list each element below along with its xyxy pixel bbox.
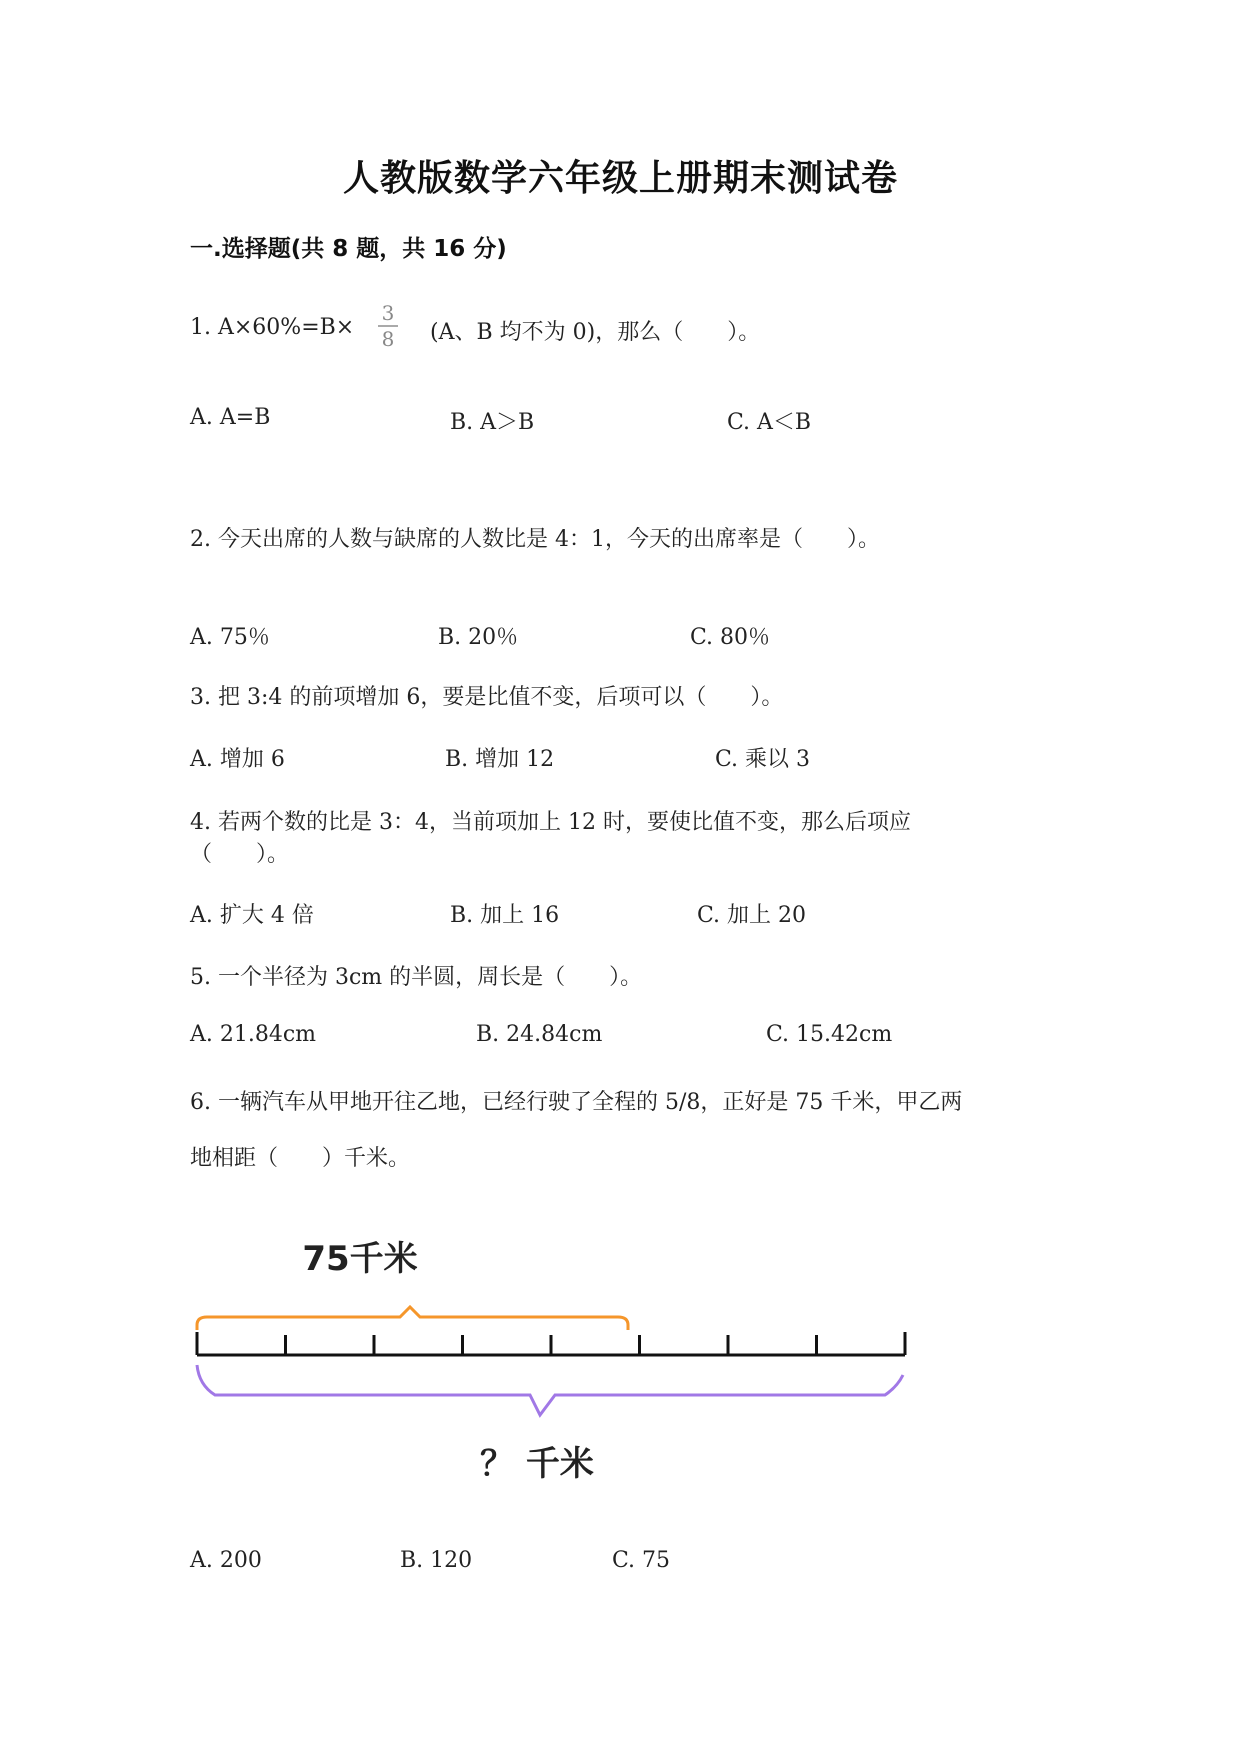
section-heading: 一.选择题(共 8 题，共 16 分) [190,236,507,262]
question-2-stem: 2. 今天出席的人数与缺席的人数比是 4：1，今天的出席率是（ ）。 [190,527,880,552]
fraction-3-8 [378,302,398,350]
segment-diagram [185,1235,925,1500]
question-1-option-b[interactable]: B. A＞B [450,410,535,435]
question-6-stem-line1: 6. 一辆汽车从甲地开往乙地，已经行驶了全程的 5/8，正好是 75 千米，甲乙两 [190,1090,963,1115]
question-6-stem-line2: 地相距（ ）千米。 [190,1146,411,1171]
fraction-denominator: 8 [381,327,395,351]
question-2-option-c[interactable]: C. 80％ [690,625,771,650]
question-5-option-c[interactable]: C. 15.42cm [766,1022,893,1047]
question-4-option-a[interactable]: A. 扩大 4 倍 [190,903,314,928]
question-6-option-c[interactable]: C. 75 [612,1548,671,1573]
question-4-option-b[interactable]: B. 加上 16 [450,903,560,928]
question-1-option-c[interactable]: C. A＜B [727,410,812,435]
question-6-option-a[interactable]: A. 200 [190,1548,262,1573]
diagram-top-label: 75千米 [302,1239,418,1279]
question-3-option-b[interactable]: B. 增加 12 [445,747,555,772]
question-4-stem-line2: （ ）。 [190,842,290,867]
question-1-option-a[interactable]: A. A=B [190,405,271,430]
diagram-bottom-label: ？ 千米 [480,1444,594,1484]
question-4-stem-line1: 4. 若两个数的比是 3：4，当前项加上 12 时，要使比值不变，那么后项应 [190,810,911,835]
question-5-option-a[interactable]: A. 21.84cm [190,1022,317,1047]
question-1-stem-b: (A、B 均不为 0)，那么（ ）。 [430,320,761,345]
question-1-stem-a: 1. A×60%=B× [190,315,355,340]
question-5-stem: 5. 一个半径为 3cm 的半圆，周长是（ ）。 [190,965,643,990]
question-3-stem: 3. 把 3:4 的前项增加 6，要是比值不变，后项可以（ ）。 [190,685,784,710]
question-6-option-b[interactable]: B. 120 [400,1548,473,1573]
total-distance-brace [197,1365,903,1415]
question-4-option-c[interactable]: C. 加上 20 [697,903,807,928]
fraction-numerator: 3 [381,301,395,325]
segment-ticks [197,1332,905,1355]
known-distance-brace [197,1307,628,1330]
question-5-option-b[interactable]: B. 24.84cm [476,1022,603,1047]
page-title: 人教版数学六年级上册期末测试卷 [342,157,898,199]
question-3-option-a[interactable]: A. 增加 6 [190,747,285,772]
question-2-option-a[interactable]: A. 75％ [190,625,270,650]
question-2-option-b[interactable]: B. 20％ [438,625,519,650]
question-3-option-c[interactable]: C. 乘以 3 [715,747,811,772]
